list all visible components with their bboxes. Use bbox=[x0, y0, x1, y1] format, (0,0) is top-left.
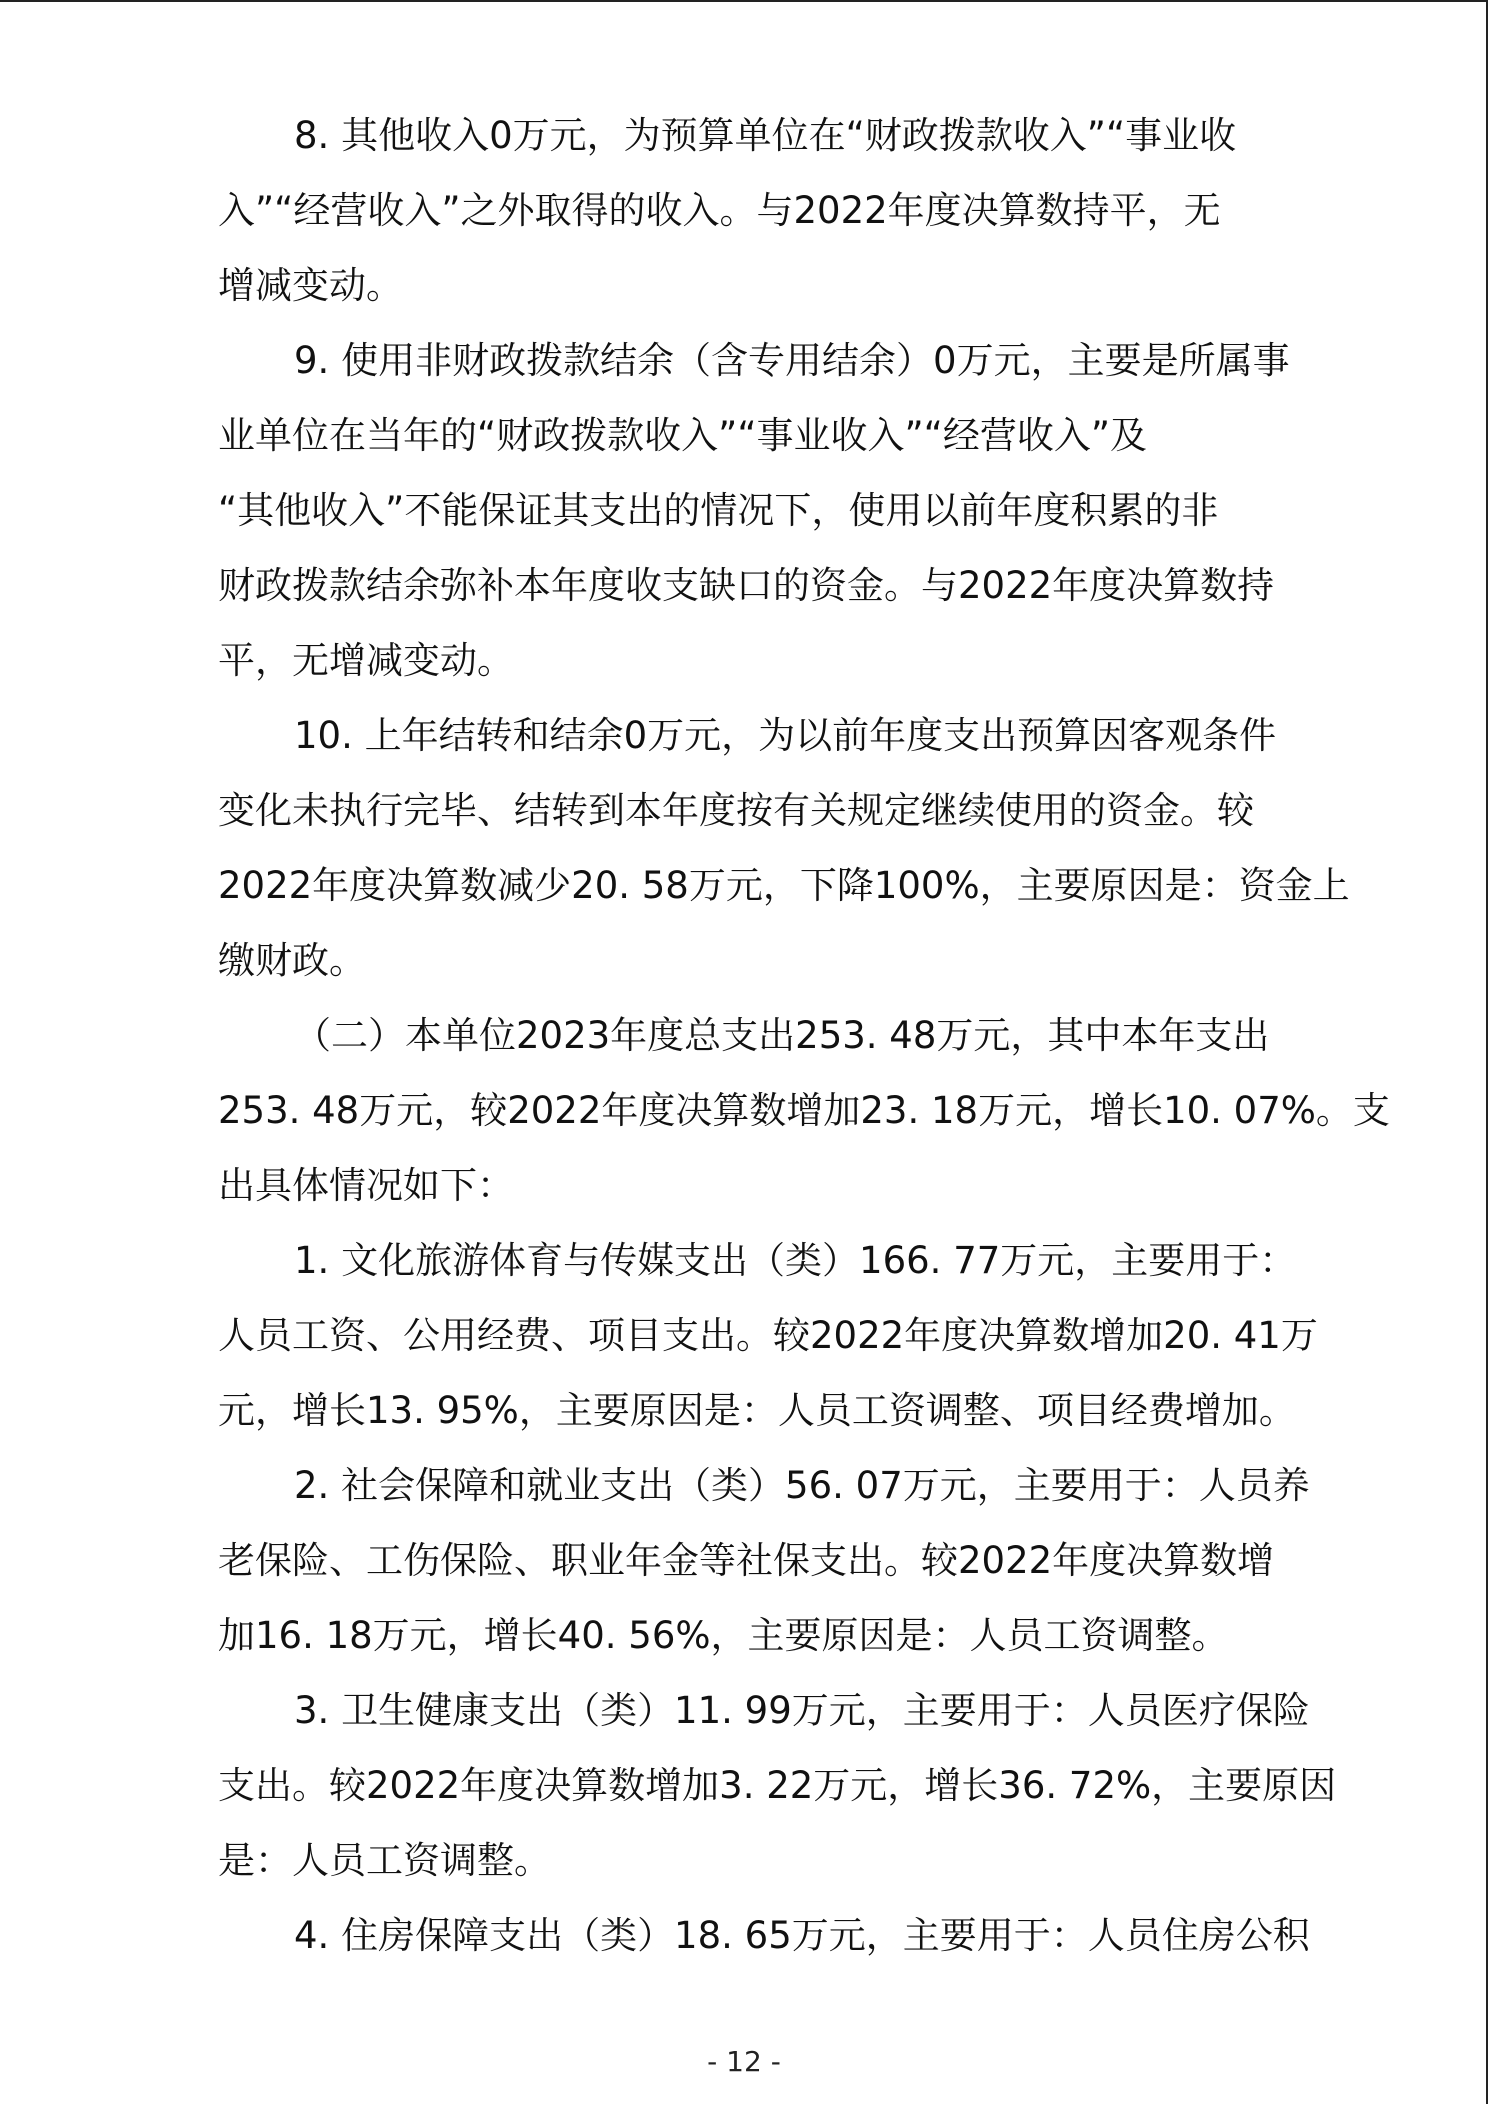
text-line: 2. 社会保障和就业支出（类）56. 07万元，主要用于：人员养 bbox=[294, 1464, 1310, 1507]
text-line: 业单位在当年的“财政拨款收入”“事业收入”“经营收入”及 bbox=[218, 414, 1148, 457]
document-body bbox=[218, 98, 1390, 1973]
text-line: 出具体情况如下： bbox=[218, 1164, 514, 1207]
page-top-border bbox=[0, 0, 1488, 2]
text-line: 支出。较2022年度决算数增加3. 22万元，增长36. 72%，主要原因 bbox=[218, 1764, 1337, 1807]
text-line: （二）本单位2023年度总支出253. 48万元，其中本年支出 bbox=[294, 1014, 1270, 1057]
text-line: 4. 住房保障支出（类）18. 65万元，主要用于：人员住房公积 bbox=[294, 1914, 1310, 1957]
paragraph-health-expenditure bbox=[218, 1673, 1337, 1898]
paragraph-carryover bbox=[218, 698, 1350, 998]
text-line: 10. 上年结转和结余0万元，为以前年度支出预算因客观条件 bbox=[294, 714, 1277, 757]
text-line: 253. 48万元，较2022年度决算数增加23. 18万元，增长10. 07%。支 bbox=[218, 1089, 1390, 1132]
paragraph-social-security-expenditure bbox=[218, 1448, 1310, 1673]
text-line: 1. 文化旅游体育与传媒支出（类）166. 77万元，主要用于： bbox=[294, 1239, 1297, 1282]
text-line: 是：人员工资调整。 bbox=[218, 1839, 551, 1882]
text-line: 人员工资、公用经费、项目支出。较2022年度决算数增加20. 41万 bbox=[218, 1314, 1318, 1357]
text-line: 变化未执行完毕、结转到本年度按有关规定继续使用的资金。较 bbox=[218, 789, 1254, 832]
paragraph-culture-expenditure bbox=[218, 1223, 1318, 1448]
text-line: 老保险、工伤保险、职业年金等社保支出。较2022年度决算数增 bbox=[218, 1539, 1275, 1582]
paragraph-total-expenditure bbox=[218, 998, 1390, 1223]
page-number: - 12 - bbox=[707, 2045, 781, 2078]
text-line: 2022年度决算数减少20. 58万元，下降100%，主要原因是：资金上 bbox=[218, 864, 1350, 907]
paragraph-non-fiscal-surplus bbox=[218, 323, 1288, 698]
text-line: “其他收入”不能保证其支出的情况下，使用以前年度积累的非 bbox=[218, 489, 1219, 532]
paragraph-other-income bbox=[218, 98, 1288, 323]
text-line: 加16. 18万元，增长40. 56%，主要原因是：人员工资调整。 bbox=[218, 1614, 1229, 1657]
paragraph-housing-expenditure bbox=[218, 1898, 1310, 1973]
text-line: 增减变动。 bbox=[218, 264, 403, 307]
text-line: 财政拨款结余弥补本年度收支缺口的资金。与2022年度决算数持 bbox=[218, 564, 1275, 607]
text-line: 9. 使用非财政拨款结余（含专用结余）0万元，主要是所属事 bbox=[294, 339, 1290, 382]
text-line: 8. 其他收入0万元，为预算单位在“财政拨款收入”“事业收 bbox=[294, 114, 1237, 157]
text-line: 缴财政。 bbox=[218, 939, 366, 982]
text-line: 3. 卫生健康支出（类）11. 99万元，主要用于：人员医疗保险 bbox=[294, 1689, 1310, 1732]
text-line: 元，增长13. 95%，主要原因是：人员工资调整、项目经费增加。 bbox=[218, 1389, 1296, 1432]
text-line: 平，无增减变动。 bbox=[218, 639, 514, 682]
text-line: 入”“经营收入”之外取得的收入。与2022年度决算数持平，无 bbox=[218, 189, 1221, 232]
